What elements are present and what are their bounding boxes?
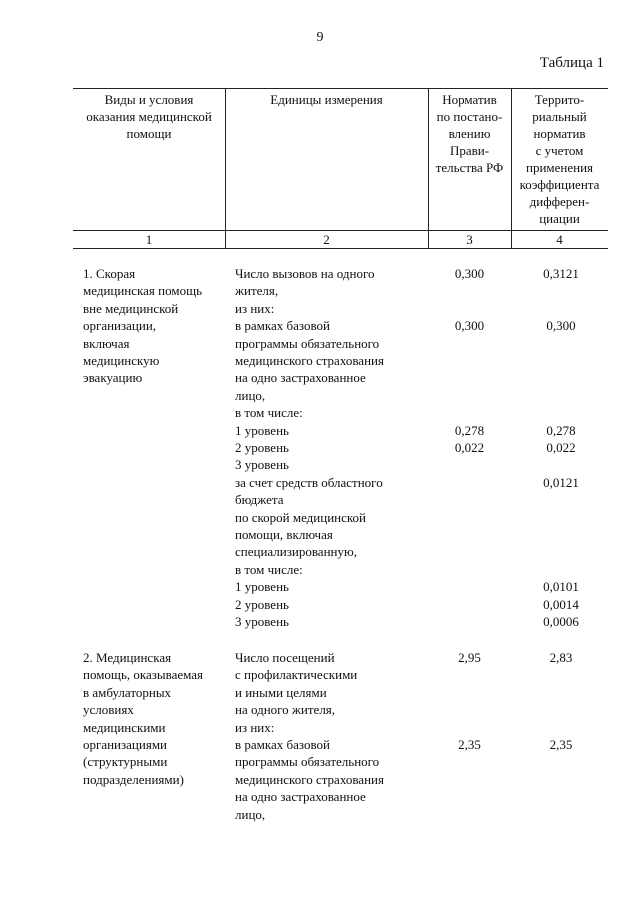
- unit-line: 1 уровень: [235, 422, 289, 438]
- territorial-norm-value: 0,3121: [543, 266, 579, 281]
- unit-line: программы обязательного: [235, 335, 380, 351]
- unit-line: жителя,: [235, 283, 279, 299]
- unit-line: помощи, включая: [235, 527, 333, 542]
- care-kind-line: медицинская помощь: [83, 283, 203, 299]
- unit-line: из них:: [235, 300, 275, 316]
- unit-line: и иными целями: [235, 684, 327, 700]
- care-kind-line: 2. Медицинская: [83, 650, 172, 665]
- unit-line: специализированную,: [235, 544, 357, 560]
- unit-line: Число посещений: [235, 650, 335, 665]
- unit-line: бюджета: [235, 492, 284, 508]
- federal-norm-value: 0,278: [454, 422, 485, 438]
- care-kind-line: организации,: [83, 318, 157, 334]
- federal-norm-value: 2,95: [458, 650, 481, 665]
- header-bottom-rule: [73, 230, 608, 231]
- column-number-bottom-rule: [73, 248, 608, 249]
- territorial-norm-value: 0,0101: [543, 579, 579, 595]
- unit-line: 2 уровень: [235, 596, 289, 612]
- table-caption: Таблица 1: [539, 55, 604, 71]
- column-number: 3: [466, 232, 473, 247]
- unit-line: в рамках базовой: [235, 737, 330, 752]
- territorial-norm-value: 2,83: [549, 650, 573, 665]
- federal-norm-value: 0,022: [454, 440, 485, 455]
- care-kind-line: медицинскими: [83, 719, 166, 735]
- page-number: 9: [316, 30, 324, 45]
- unit-line: 3 уровень: [235, 457, 289, 473]
- territorial-norm-value: 0,300: [546, 318, 576, 334]
- unit-line: из них:: [235, 719, 275, 735]
- unit-line: на одного жителя,: [235, 702, 336, 718]
- unit-line: с профилактическими: [235, 667, 358, 683]
- unit-line: программы обязательного: [235, 754, 380, 770]
- column-number: 2: [323, 232, 330, 247]
- unit-line: Число вызовов на одного: [235, 266, 375, 281]
- unit-line: в том числе:: [235, 405, 303, 421]
- federal-norm-value: 2,35: [458, 737, 481, 752]
- federal-norm-value: 0,300: [454, 318, 485, 334]
- header-kind: Виды и условия оказания медицинской помощи: [86, 92, 212, 141]
- header-federal-norm: Норматив по постано- влению Прави- тельства РФ: [435, 92, 504, 175]
- care-kind-line: помощь, оказываемая: [83, 667, 204, 683]
- care-kind-line: (структурными: [83, 754, 168, 770]
- care-kind-line: вне медицинской: [83, 300, 179, 316]
- column-number: 4: [556, 232, 563, 247]
- territorial-norm-value: 0,0014: [543, 596, 579, 612]
- unit-line: в том числе:: [235, 561, 303, 577]
- table-top-rule: [73, 88, 608, 89]
- unit-line: в рамках базовой: [235, 318, 330, 334]
- column-divider: [225, 88, 226, 248]
- care-kind-line: условиях: [83, 702, 134, 718]
- care-kind-line: подразделениями): [83, 771, 184, 787]
- territorial-norm-value: 0,022: [546, 440, 576, 455]
- care-kind-line: 1. Скорая: [83, 266, 136, 281]
- care-kind-line: в амбулаторных: [83, 684, 172, 700]
- unit-line: на одно застрахованное: [235, 789, 366, 805]
- territorial-norm-value: 0,0006: [543, 614, 579, 629]
- territorial-norm-value: 2,35: [549, 737, 573, 752]
- federal-norm-value: 0,300: [454, 266, 485, 281]
- territorial-norm-value: 0,278: [546, 422, 576, 438]
- care-kind-line: включая: [83, 335, 130, 351]
- unit-line: 1 уровень: [235, 579, 289, 595]
- header-territorial-norm: Террито- риальный норматив с учетом применения коэффициента дифферен- циации: [519, 92, 600, 226]
- unit-line: 2 уровень: [235, 440, 289, 455]
- care-kind-line: эвакуацию: [83, 370, 143, 386]
- unit-line: за счет средств областного: [235, 474, 383, 490]
- unit-line: на одно застрахованное: [235, 370, 366, 386]
- unit-line: медицинского страхования: [235, 771, 384, 787]
- care-kind-line: организациями: [83, 737, 167, 752]
- territorial-norm-value: 0,0121: [543, 474, 579, 490]
- header-unit: Единицы измерения: [270, 92, 383, 107]
- unit-line: 3 уровень: [235, 614, 289, 629]
- unit-line: лицо,: [235, 806, 266, 822]
- unit-line: лицо,: [235, 387, 266, 403]
- unit-line: медицинского страхования: [235, 353, 384, 368]
- unit-line: по скорой медицинской: [235, 509, 366, 525]
- column-number: 1: [145, 232, 153, 247]
- care-kind-line: медицинскую: [83, 353, 160, 368]
